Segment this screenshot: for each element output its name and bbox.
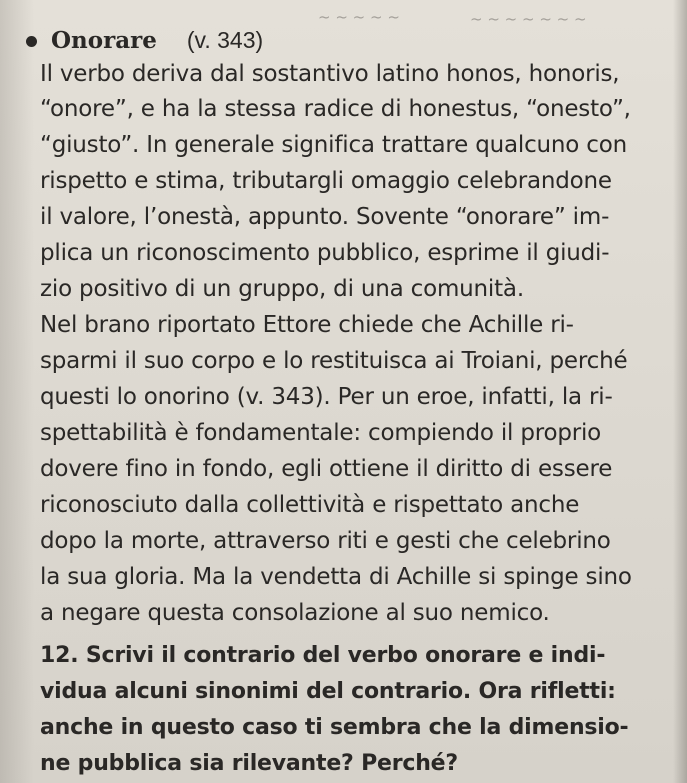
verse-reference: (v. 343) xyxy=(186,27,264,53)
paragraph-line: riconosciuto dalla collettività e rispettato anche xyxy=(40,492,580,518)
vocabulary-term: Onorare xyxy=(51,27,157,54)
pencil-scribble: ~ ~ ~ ~ ~ xyxy=(318,8,400,26)
paragraph-line: plica un riconoscimento pubblico, esprime il giudi- xyxy=(40,240,610,266)
paragraph-line: “onore”, e ha la stessa radice di honestus, “onesto”, xyxy=(40,96,631,122)
paragraph-line: Il verbo deriva dal sostantivo latino honos, honoris, xyxy=(40,61,620,87)
paragraph-line: questi lo onorino (v. 343). Per un eroe, infatti, la ri- xyxy=(40,384,613,410)
paragraph-line: zio positivo di un gruppo, di una comunità. xyxy=(40,276,524,302)
paragraph-line: la sua gloria. Ma la vendetta di Achille si spinge sino xyxy=(40,564,632,590)
page-shadow-left xyxy=(0,0,34,783)
paragraph-line: Nel brano riportato Ettore chiede che Achille ri- xyxy=(40,312,574,338)
page-shadow-right xyxy=(673,0,687,783)
exercise-line: vidua alcuni sinonimi del contrario. Ora rifletti: xyxy=(40,679,616,704)
paragraph-line: dovere fino in fondo, egli ottiene il diritto di essere xyxy=(40,456,613,482)
bullet-icon xyxy=(26,36,37,47)
paragraph-line: “giusto”. In generale significa trattare qualcuno con xyxy=(40,132,627,158)
exercise-line: ne pubblica sia rilevante? Perché? xyxy=(40,751,458,776)
paragraph-line: spettabilità è fondamentale: compiendo il proprio xyxy=(40,420,602,446)
paragraph-line: dopo la morte, attraverso riti e gesti che celebrino xyxy=(40,528,611,554)
paragraph-line: a negare questa consolazione al suo nemico. xyxy=(40,600,550,626)
vocabulary-heading xyxy=(26,25,263,57)
paragraph-line: rispetto e stima, tributargli omaggio celebrandone xyxy=(40,168,612,194)
paragraph-line: sparmi il suo corpo e lo restituisca ai Troiani, perché xyxy=(40,348,628,374)
pencil-scribble: ~ ~ ~ ~ ~ ~ ~ xyxy=(470,10,587,28)
paragraph-line: il valore, l’onestà, appunto. Sovente “onorare” im- xyxy=(40,204,610,230)
exercise-line: 12. Scrivi il contrario del verbo onorare e indi- xyxy=(40,643,606,668)
exercise-line: anche in questo caso ti sembra che la dimensio- xyxy=(40,715,629,740)
